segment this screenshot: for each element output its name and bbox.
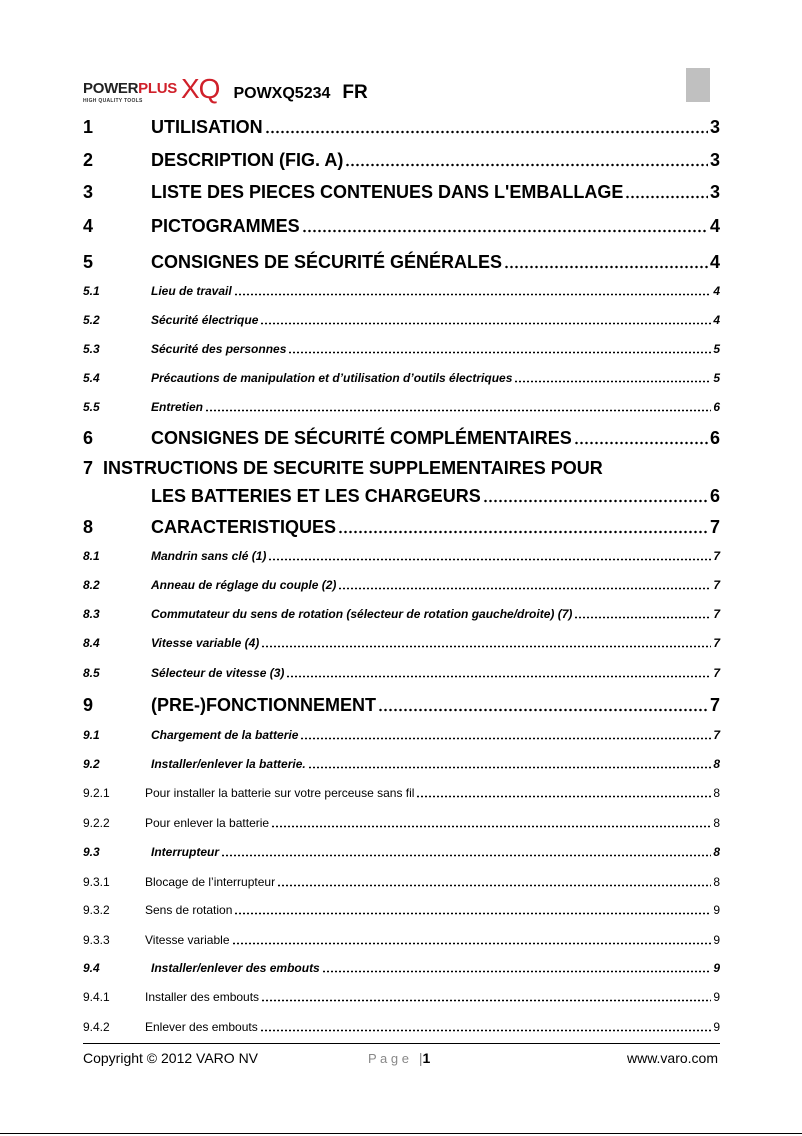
toc-entry[interactable] — [83, 180, 720, 204]
toc-entry-title: Sens de rotation — [145, 903, 233, 917]
toc-entry-number: 8.1 — [83, 549, 100, 563]
toc-entry-title: Installer/enlever des embouts — [151, 961, 320, 975]
toc-entry-number: 8 — [83, 517, 94, 537]
toc-entry-title: Précautions de manipulation et d’utilisation d’outils électriques — [151, 371, 513, 385]
dot-leader — [268, 548, 711, 564]
dot-leader — [514, 370, 711, 386]
toc-entry-number: 9.2.2 — [83, 816, 110, 830]
dot-leader — [288, 341, 711, 357]
toc-entry[interactable] — [83, 250, 720, 274]
footer-page — [368, 1049, 430, 1068]
toc-entry-title: Vitesse variable (4) — [151, 636, 260, 650]
toc-entry-number: 5.1 — [83, 284, 100, 298]
toc-entry[interactable] — [83, 844, 720, 860]
toc-entry-title: Interrupteur — [151, 845, 220, 859]
toc-entry-number: 9.3 — [83, 845, 100, 859]
dot-leader — [574, 426, 708, 450]
toc-entry-number: 9.4.2 — [83, 1020, 110, 1034]
dot-leader — [234, 902, 711, 918]
toc-entry-title: Sécurité des personnes — [151, 342, 287, 356]
toc-entry-number: 5.3 — [83, 342, 100, 356]
dot-leader — [504, 250, 708, 274]
dot-leader — [338, 577, 711, 593]
toc-entry[interactable] — [83, 426, 720, 450]
dot-leader — [260, 1019, 712, 1035]
toc-entry-title: Anneau de réglage du couple (2) — [151, 578, 337, 592]
toc-entry[interactable] — [83, 515, 720, 539]
page-number: 1 — [422, 1050, 431, 1066]
footer-website: www.varo.com — [626, 1050, 718, 1066]
toc-entry-number: 8.5 — [83, 666, 100, 680]
toc-entry[interactable] — [83, 902, 720, 918]
model-number: POWXQ5234 — [233, 85, 331, 102]
dot-leader — [625, 180, 708, 204]
toc-entry-number: 5.2 — [83, 313, 100, 327]
language-code: FR — [342, 82, 368, 103]
toc-entry-title: Lieu de travail — [151, 284, 232, 298]
toc-entry-page: 9 — [713, 990, 720, 1004]
toc-entry-page: 3 — [709, 182, 720, 202]
toc-entry-page: 4 — [713, 284, 720, 298]
toc-entry-number: 9.1 — [83, 728, 100, 742]
toc-entry-page: 7 — [709, 695, 720, 715]
powerplus-xq-logo — [83, 74, 219, 104]
toc-entry-number: 4 — [83, 216, 94, 236]
logo-text-power: POWER — [83, 80, 139, 97]
dot-leader — [308, 756, 712, 772]
toc-entry-title: Mandrin sans clé (1) — [151, 549, 267, 563]
toc-entry[interactable] — [83, 312, 720, 328]
dot-leader — [277, 874, 711, 890]
toc-entry-title: PICTOGRAMMES — [151, 216, 300, 236]
toc-entry-page: 4 — [709, 252, 720, 272]
toc-entry[interactable] — [83, 874, 720, 890]
toc-entry-title: Installer des embouts — [145, 990, 260, 1004]
toc-entry-number: 9.2.1 — [83, 786, 110, 800]
logo-tagline: HIGH QUALITY TOOLS — [83, 98, 143, 104]
dot-leader — [261, 635, 711, 651]
toc-entry-number: 5.4 — [83, 371, 100, 385]
dot-leader — [265, 115, 708, 139]
toc-entry-title: Sélecteur de vitesse (3) — [151, 666, 285, 680]
toc-entry-number: 8.3 — [83, 607, 100, 621]
toc-entry[interactable] — [83, 399, 720, 415]
footer-copyright: Copyright © 2012 VARO NV — [83, 1050, 259, 1066]
toc-entry-page: 3 — [709, 117, 720, 137]
toc-entry-page: 4 — [709, 216, 720, 236]
toc-entry[interactable] — [83, 577, 720, 593]
toc-entry-number: 9.4 — [83, 961, 100, 975]
toc-entry[interactable] — [83, 548, 720, 564]
logo-xq: XQ — [180, 73, 220, 104]
toc-entry-title: Chargement de la batterie — [151, 728, 299, 742]
toc-entry-page: 8 — [713, 757, 720, 771]
toc-entry-number: 6 — [83, 428, 94, 448]
toc-entry-number: 9.3.3 — [83, 933, 110, 947]
toc-entry-page: 9 — [713, 903, 720, 917]
dot-leader — [232, 932, 712, 948]
dot-leader — [271, 815, 711, 831]
toc-entry-number: 9.3.1 — [83, 875, 110, 889]
toc-entry-page: 6 — [713, 400, 720, 414]
toc-entry-title: Sécurité électrique — [151, 313, 259, 327]
dot-leader — [260, 312, 711, 328]
toc-entry-title: INSTRUCTIONS DE SECURITE SUPPLEMENTAIRES POUR — [103, 458, 603, 478]
toc-entry-title: DESCRIPTION (FIG. A) — [151, 150, 344, 170]
dot-leader — [338, 515, 708, 539]
toc-entry-number: 1 — [83, 117, 94, 137]
toc-entry-page: 3 — [709, 150, 720, 170]
toc-entry-page: 7 — [713, 636, 720, 650]
toc-entry[interactable] — [83, 815, 720, 831]
toc-entry[interactable] — [83, 785, 720, 801]
page-separator: | — [418, 1050, 423, 1066]
toc-entry[interactable] — [83, 727, 720, 743]
toc-entry-number: 2 — [83, 150, 94, 170]
toc-entry-page: 4 — [713, 313, 720, 327]
toc-entry-page: 5 — [713, 342, 720, 356]
dot-leader — [574, 606, 711, 622]
toc-entry-number: 5 — [83, 252, 94, 272]
dot-leader — [483, 484, 708, 508]
logo-text-plus: PLUS — [138, 80, 177, 97]
dot-leader — [302, 214, 708, 238]
toc-entry-title: LES BATTERIES ET LES CHARGEURS — [151, 486, 481, 506]
dot-leader — [300, 727, 711, 743]
toc-entry-title: Enlever des embouts — [145, 1020, 258, 1034]
toc-entry[interactable] — [83, 214, 720, 238]
toc-entry[interactable] — [83, 932, 720, 948]
toc-entry[interactable] — [83, 635, 720, 651]
dot-leader — [205, 399, 711, 415]
toc-entry-title: Pour installer la batterie sur votre perceuse sans fil — [145, 786, 415, 800]
dot-leader — [234, 283, 712, 299]
toc-entry-page: 7 — [713, 607, 720, 621]
toc-entry-page: 7 — [713, 549, 720, 563]
toc-entry-title: LISTE DES PIECES CONTENUES DANS L'EMBALLAGE — [151, 182, 624, 202]
toc-entry-title: CONSIGNES DE SÉCURITÉ COMPLÉMENTAIRES — [151, 428, 572, 448]
toc-entry-title: CONSIGNES DE SÉCURITÉ GÉNÉRALES — [151, 252, 503, 272]
toc-entry-page: 7 — [713, 728, 720, 742]
toc-entry-number: 3 — [83, 182, 94, 202]
toc-entry-title: (PRE-)FONCTIONNEMENT — [151, 695, 376, 715]
footer-divider — [83, 1043, 720, 1044]
toc-entry-title: Entretien — [151, 400, 204, 414]
header-grey-tab — [686, 68, 710, 102]
toc-entry-title: Vitesse variable — [145, 933, 230, 947]
toc-entry[interactable] — [83, 115, 720, 139]
toc-entry[interactable] — [83, 370, 720, 386]
dot-leader — [221, 844, 711, 860]
toc-entry-page: 9 — [713, 1020, 720, 1034]
toc-entry[interactable] — [83, 341, 720, 357]
toc-entry-page: 5 — [713, 371, 720, 385]
toc-entry-number: 5.5 — [83, 400, 100, 414]
toc-entry[interactable] — [83, 960, 720, 976]
toc-entry[interactable] — [83, 1019, 720, 1035]
page-bottom-edge — [0, 1133, 802, 1134]
dot-leader — [416, 785, 711, 801]
toc-entry-page: 9 — [713, 933, 720, 947]
toc-entry[interactable] — [83, 148, 720, 172]
dot-leader — [378, 693, 708, 717]
toc-entry-number: 9.2 — [83, 757, 100, 771]
toc-entry-page: 6 — [709, 486, 720, 506]
toc-entry[interactable] — [83, 989, 720, 1005]
toc-entry-page: 8 — [713, 845, 720, 859]
toc-entry[interactable] — [83, 484, 720, 508]
dot-leader — [261, 989, 711, 1005]
toc-entry-title: Installer/enlever la batterie. — [151, 757, 306, 771]
page-label: P a g e — [368, 1051, 409, 1066]
toc-entry-title-line1 — [83, 456, 603, 480]
toc-entry-number: 9.4.1 — [83, 990, 110, 1004]
toc-entry-number: 9.3.2 — [83, 903, 110, 917]
toc-entry-title: CARACTERISTIQUES — [151, 517, 337, 537]
toc-entry-number: 8.2 — [83, 578, 100, 592]
dot-leader — [322, 960, 712, 976]
toc-entry-page: 7 — [713, 578, 720, 592]
toc-entry-title: Blocage de l’interrupteur — [145, 875, 276, 889]
toc-entry-page: 8 — [713, 875, 720, 889]
toc-entry[interactable] — [83, 283, 720, 299]
toc-entry-page: 7 — [709, 517, 720, 537]
toc-entry-page: 6 — [709, 428, 720, 448]
toc-entry[interactable] — [83, 756, 720, 772]
toc-entry[interactable] — [83, 665, 720, 681]
toc-entry-page: 9 — [713, 961, 720, 975]
toc-entry-title: UTILISATION — [151, 117, 263, 137]
dot-leader — [345, 148, 708, 172]
toc-entry-title: Pour enlever la batterie — [145, 816, 270, 830]
toc-entry[interactable] — [83, 606, 720, 622]
toc-entry-number: 8.4 — [83, 636, 100, 650]
toc-entry-page: 7 — [713, 666, 720, 680]
toc-entry-page: 8 — [713, 816, 720, 830]
toc-entry-page: 8 — [713, 786, 720, 800]
page-header — [83, 72, 368, 104]
toc-entry-number: 9 — [83, 695, 94, 715]
toc-entry-number: 7 — [83, 458, 94, 478]
toc-entry[interactable] — [83, 693, 720, 717]
dot-leader — [286, 665, 711, 681]
toc-entry-title: Commutateur du sens de rotation (sélecteur de rotation gauche/droite) (7) — [151, 607, 573, 621]
